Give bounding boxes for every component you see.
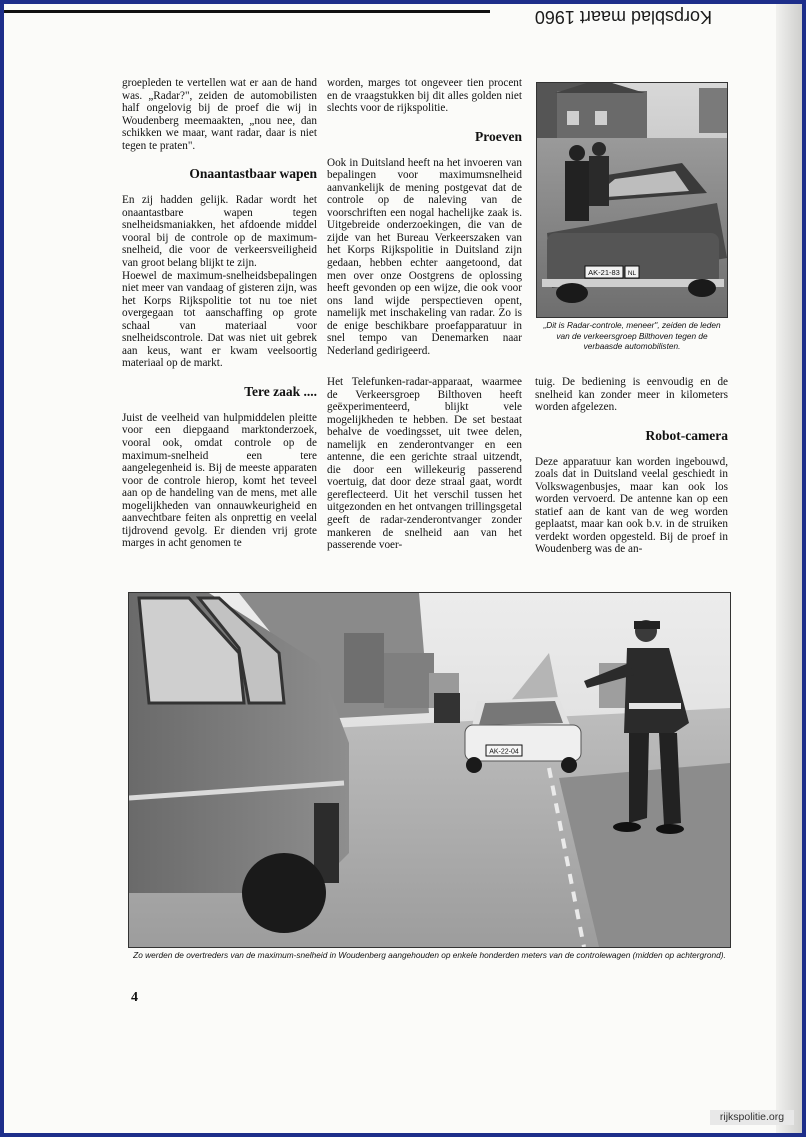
column-1 [122, 77, 317, 550]
photo-2-illustration [129, 593, 730, 947]
heading-robot-camera: Robot-camera [645, 427, 728, 443]
photo-officer-stops-car [128, 592, 731, 948]
column-2-top [327, 77, 522, 357]
column-3 [535, 376, 728, 556]
photo-1-caption: „Dit is Radar-controle, meneer", zeiden de leden van de verkeersgroep Bilthoven tegen de verbaasde automobilisten. [543, 320, 721, 351]
heading-onaantastbaar-wapen: Onaantastbaar wapen [189, 166, 317, 182]
col1-paragraph-1: En zij hadden gelijk. Radar wordt het onaantastbare wapen tegen snelheidsmaniakken, het afdoende middel vooral bij de controle op de maximum-snelheid, die voor de verkeersveiligheid van groot belang blijkt te zijn. [122, 194, 317, 270]
col2-paragraph-2: Het Telefunken-radar-apparaat, waarmee de Verkeersgroep Bilthoven heeft geëxperimenteerd, blijkt vele mogelijkheden te hebben. De set bestaat behalve de voedingsset, uit twee delen, namelijk en zenderontvanger en een antenne, die een gerichte straal uitzendt, die door een willekeurig passerend voertuig, dat door deze straal gaat, wordt gereflecteerd. Uit het verschil tussen het uitgezonden en het ontvangen trillingsgetal geeft de radar-zenderontvanger zonder mankeren de snelheid aan van het passerende voer- [327, 376, 522, 552]
photo-2-caption: Zo werden de overtreders van de maximum-snelheid in Woudenberg aangehouden op enkele honderden meters van de controlewagen (midden op achtergrond). [133, 950, 726, 960]
running-header: Korpsblad maart 1960 [534, 7, 712, 27]
header-rule [4, 10, 490, 13]
col1-paragraph-2: Hoewel de maximum-snelheidsbepalingen niet meer van vandaag of gisteren zijn, was het Korps Rijkspolitie tot nu toe niet overgegaan tot aanschaffing op grote schaal van materiaal voor snelheidscontrole. Dat was niet uit gebrek aan keus, want er kwam veelsoortig materiaal op de markt. [122, 269, 317, 370]
col3-paragraph-2: Deze apparatuur kan worden ingebouwd, zoals dat in Duitsland veelal geschiedt in Volkswagenbusjes, maar kan ook los worden vervoerd. De antenne kan op een statief aan de kant van de weg worden geplaatst, maar kan ook b.v. in de struiken verdekt worden opgesteld. Bij de proef in Woudenberg was de an- [535, 455, 728, 556]
col1-intro: groepleden te vertellen wat er aan de hand was. „Radar?", zeiden de automobilisten half ongelovig bij de proef die wij in Woudenberg meemaakten, „nou nee, dan schikken we maar, want radar, daar is niet tegen te praten". [122, 77, 317, 152]
col3-paragraph-1: tuig. De bediening is eenvoudig en de snelheid kan zonder meer in kilometers worden afgelezen. [535, 376, 728, 414]
heading-proeven: Proeven [475, 128, 522, 144]
col2-intro: worden, marges tot ongeveer tien procent en de vraagstukken bij dit alles golden niet slechts voor de rijkspolitie. [327, 77, 522, 115]
photo-radar-control-car [536, 82, 728, 318]
photo-1-illustration [537, 83, 727, 317]
col2-paragraph-1: Ook in Duitsland heeft na het invoeren van bepalingen voor maximumsnelheid aanvankelijk de mening postgevat dat de controle op de naleving van de voorschriften een nogal hachelijke zaak is. Uitgebreide onderzoekingen, die van de zijde van het Bureau Verkeerszaken van het Korps Rijkspolitie in Duitsland zijn gedaan, hebben echter aangetoond, dat men over onze Oostgrens de oplossing heeft gevonden op een wijze, die ook voor ons land wijde perspectieven opent, namelijk met inschakeling van radar. Zo is de enige beschikbare proefapparatuur in snel tempo van Denemarken naar Nederland gedirigeerd. [327, 156, 522, 357]
heading-tere-zaak: Tere zaak .... [244, 383, 317, 399]
page-edge-shadow [776, 4, 802, 1133]
photo-1-plate-country: NL [627, 270, 637, 277]
photo-2-plate: AK-22-04 [489, 748, 519, 756]
column-2-bottom [327, 376, 522, 552]
col1-paragraph-3: Juist de veelheid van hulpmiddelen pleitte voor een diepgaand marktonderzoek, vooral ook, omdat controle op de maximum-snelheid een tere aangelegenheid is. Bij de meeste apparaten voor de controle hierop, komt het teveel aan op de handeling van de mens, met alle mogelijkheden van onnauwkeurigheid en aanvechtbare feiten als onprettig en veelal tijdrovend gevolg. Er dienden vrij grote marges in acht genomen te [122, 411, 317, 550]
photo-1-plate: AK-21-83 [588, 268, 620, 277]
page-number: 4 [131, 990, 138, 1005]
watermark-link[interactable]: rijkspolitie.org [710, 1110, 794, 1125]
